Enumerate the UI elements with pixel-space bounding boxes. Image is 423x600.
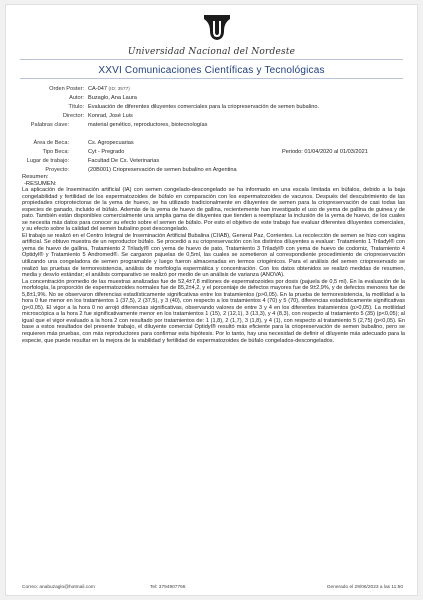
resumen-subheading: -RESUMEN: bbox=[24, 181, 57, 187]
proyecto-value: (20B001) Criopreservación de semen bubalino en Argentina bbox=[88, 167, 237, 173]
abstract-paragraph-methods: El trabajo se realizó en el Centro Integral de Inseminación Artificial Bubalina (CIIAB), General Paz, Corrientes. La recolección de semen se hizo con vagina artificial. Se obtuvo muestra de un reproductor búfalo. Se procedió a su criopreservación con los distintos diluyentes a evaluar: Tratamiento 1 Triladyl® con yema de huevo de gallina, Tratamiento 2 Triladyl® con yema de huevo de pato, Tratamiento 3 Triladyl® con yema de huevo de codorniz, Tratamiento 4 Optidyl® y Tratamiento 5 Andromed®. Se cargaron pajuelas de 0,5ml, las cuales se sometieron al correspondiente procedimiento de criopreservación utilizando una congeladora de semen programable y luego fueron almacenadas en termos criogénicos. Para el análisis del semen criopreservado se realizó las pruebas de termoresistencia, análisis de morfología espermática y concentración. Con los datos obtenidos se realizó medidas de resumen, media y desvío estándar; el análisis comparativo se realizó por medio de un análisis de varianza (ANOVA). bbox=[22, 232, 405, 279]
palabras-clave-value: material genético, reproductores, biotecnologías bbox=[88, 122, 208, 128]
resumen-heading: Resumen: bbox=[22, 174, 49, 180]
tipo-beca-value: Cyt - Pregrado bbox=[88, 149, 125, 155]
periodo-text: Periodo: 01/04/2020 al 01/03/2021 bbox=[282, 149, 368, 155]
palabras-clave-label: Palabras clave: bbox=[30, 122, 69, 128]
header-rule-top bbox=[20, 59, 403, 60]
area-beca-label: Área de Beca: bbox=[33, 140, 69, 146]
proyecto-label: Proyecto: bbox=[45, 167, 69, 173]
university-logo-icon bbox=[202, 13, 232, 41]
lugar-trabajo-value: Facultad De Cs. Veterinarias bbox=[88, 158, 160, 164]
autor-label: Autor: bbox=[69, 95, 84, 101]
university-name: Universidad Nacional del Nordeste bbox=[127, 47, 296, 57]
document-page bbox=[5, 4, 418, 596]
director-label: Director: bbox=[62, 113, 84, 119]
abstract-paragraph-results: La concentración promedio de las muestras analizadas fue de 52,4±7,8 millones de espermatozoides por dosis (pajuela de 0,5 ml). En la evaluación de la morfología, la proporción de espermatozoides normales fue de 85,2±4,2, y el porcentaje de defectos mayores fue de 9±2,9%, y de defectos menores fue de 5,8±1,9%. No se observaron diferencias estadísticamente significativas entre los tratamientos (p>0,05). En la prueba de termoresistencia, la motilidad a la hora 0 fue menor en los tratamientos 1 (37,5), 2 (37,5), y 3 (40), con respecto a los tratamientos 4 (70) y 5 (70), diferencias estadísticamente significativas (p<0,05). El vigor a la hora 0 no arrojó diferencias significativas, observando valores de entre 3 y 4 en los diferentes tratamientos (p>0,05). La motilidad microscópica a la hora 2 fue significativamente menor en los tratamientos 1 (15), 2 (12,1), 3 (13,3), y 4 (8,3), con respecto al tratamiento 5 (35) (p<0,05); al igual que el vigor evaluado a la hora 2 con resultado por tratamientos de: 1 (1,8), 2 (1,7), 3 (1,8), y 4 (1), con respecto al tratamiento 5 (2,75) (p<0,05). En base a estos resultados del presente trabajo, el diluyente comercial Optidyl® resultó más eficiente para la criopreservación de semen bubalino, pero se requieren más pruebas, con más reproductores para confirmar esta hipótesis. Por lo tanto, hay una necesidad de definir el diluyente más adecuado para la especie, que puede resultar en la mejora de la viabilidad y fertilidad de espermatozoides de búfalo congelados-descongelados. bbox=[22, 278, 405, 344]
area-beca-value: Cs. Agropecuarias bbox=[88, 140, 134, 146]
tipo-beca-row bbox=[6, 148, 417, 157]
lugar-trabajo-label: Lugar de trabajo: bbox=[26, 158, 69, 164]
abstract-body bbox=[22, 187, 405, 344]
titulo-label: Título: bbox=[68, 104, 84, 110]
event-title: XXVI Comunicaciones Científicas y Tecnológicas bbox=[98, 65, 325, 76]
abstract-paragraph-intro: La aplicación de Inseminación artificial (IA) con semen congelado-descongelado se ha informado en una escala limitada en búfalos, debido a la baja congelabilidad y fertilidad de los espermatozoides de búfalo en comparación con los espermatozoides de vacunos. Después del descubrimiento de las propiedades crioprotectoras de la yema de huevo, se ha utilizado tradicionalmente en diluyentes de semen para la criopreservación de casi todas las especies de ganado, incluido el búfalo. Además de la yema de huevo de gallina, recientemente han investigado el uso de yema de gallina de guinea y de pato. También están disponibles comercialmente una amplia gama de diluyentes que tienden a reemplazar la inclusión de la yema de huevo, de los cuales se necesita más datos para conocer su efecto sobre el semen de búfalo. Por esto el objetivo de este trabajo fue evaluar diferentes diluyentes comerciales, y su efecto sobre la calidad del semen bubalino post descongelado. bbox=[22, 187, 405, 233]
tipo-beca-label: Tipo Beca: bbox=[42, 149, 69, 155]
header-rule-bottom bbox=[20, 78, 403, 79]
orden-poster-label: Orden Poster: bbox=[49, 86, 84, 92]
footer-phone: Tel: 3794907766 bbox=[150, 585, 186, 590]
footer-generated: Generado el 29/06/2023 a las 11:50 bbox=[326, 585, 403, 590]
titulo-value: Evaluación de diferentes diluyentes comerciales para la criopreservación de semen bubalino. bbox=[88, 104, 320, 110]
orden-poster-value: CA-047 (ID: 3577) bbox=[88, 86, 130, 92]
orden-poster-id: (ID: 3577) bbox=[108, 87, 130, 92]
autor-value: Buzaglo, Ana Laura bbox=[88, 95, 137, 101]
director-value: Konrad, José Luis bbox=[88, 113, 133, 119]
footer-email: Correo: anabuzaglo@hotmail.com bbox=[22, 585, 95, 590]
